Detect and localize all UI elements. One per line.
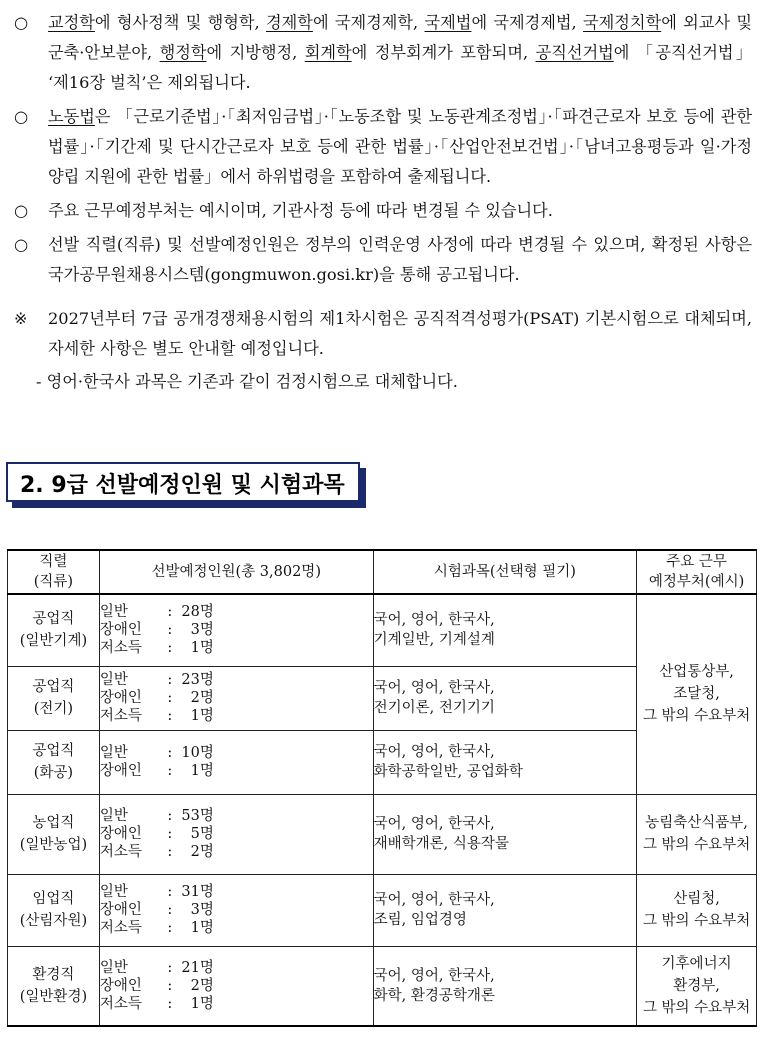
count-line	[100, 762, 373, 780]
count-label: 일반	[99, 959, 128, 976]
note-item	[14, 102, 752, 192]
job-cell: 공업직 (전기)	[8, 666, 100, 730]
count-value: 1명	[190, 920, 214, 936]
dept-cell: 산업통상부, 조달청, 그 밖의 수요부처	[637, 594, 757, 794]
dept-cell: 기후에너지 환경부, 그 밖의 수요부처	[637, 946, 757, 1026]
subjects-cell: 국어, 영어, 한국사, 화학공학일반, 공업화학	[373, 730, 637, 794]
count-line	[100, 744, 373, 762]
subjects-cell: 국어, 영어, 한국사, 기계일반, 기계설계	[373, 594, 637, 666]
underlined-term: 행정학	[159, 43, 207, 62]
count-value: 1명	[190, 763, 214, 779]
table-header-row	[8, 550, 757, 594]
count-value: 1명	[190, 995, 214, 1012]
underlined-term: 국제정치학	[583, 13, 662, 32]
header-dept: 주요 근무 예정부처(예시)	[637, 550, 757, 594]
count-line	[100, 901, 373, 919]
section-heading-box	[6, 462, 360, 502]
table-body	[8, 594, 757, 1026]
count-label: 장애인	[99, 763, 142, 779]
count-line	[100, 977, 373, 995]
note-text: 에 국제경제법,	[471, 13, 584, 32]
count-colon: :	[167, 902, 173, 918]
count-label: 일반	[99, 604, 128, 621]
job-cell: 공업직 (화공)	[8, 730, 100, 794]
dept-cell: 산림청, 그 밖의 수요부처	[637, 874, 757, 946]
count-label: 저소득	[99, 708, 142, 724]
count-label: 저소득	[99, 844, 142, 860]
count-value: 3명	[190, 902, 214, 918]
note-text: 선발 직렬(직류) 및 선발예정인원은 정부의 인력운영 사정에 따라 변경될 수 있으며, 확정된 사항은 국가공무원채용시스템(gongmuwon.gosi.kr)을 통해 공고됩니다.	[48, 235, 752, 284]
note-text: 은 「근로기준법」·「최저임금법」·「노동조합 및 노동관계조정법」·「파견근로자 보호 등에 관한 법률」·「기간제 및 단시간근로자 보호 등에 관한 법률」·「산업안전보건법」·「남녀고용평등과 일·가정 양립 지원에 관한 법률」에서 하위법령을 포함하여 출제됩니다.	[48, 107, 752, 186]
underlined-term: 국제법	[424, 13, 472, 32]
count-colon: :	[167, 763, 173, 779]
note-item	[14, 8, 752, 98]
count-label: 저소득	[99, 995, 142, 1012]
note-text: 에 지방행정,	[206, 43, 305, 62]
count-colon: :	[167, 977, 173, 994]
count-colon: :	[167, 959, 173, 976]
count-line	[100, 621, 373, 639]
count-colon: :	[167, 884, 173, 900]
count-line	[100, 883, 373, 901]
count-value: 28명	[181, 604, 214, 621]
circle-bullet-icon: ○	[14, 201, 29, 220]
count-cell	[99, 730, 373, 794]
reference-note-text: 2027년부터 7급 공개경쟁채용시험의 제1차시험은 공직적격성평가(PSAT) 기본시험으로 대체되며, 자세한 사항은 별도 안내할 예정입니다.	[48, 309, 752, 358]
reference-note	[14, 304, 752, 364]
count-value: 2명	[190, 844, 214, 860]
count-label: 장애인	[99, 977, 142, 994]
header-count: 선발예정인원(총 3,802명)	[99, 550, 373, 594]
count-line	[100, 707, 373, 725]
count-line	[100, 639, 373, 657]
notes-list	[14, 8, 752, 290]
count-value: 2명	[190, 977, 214, 994]
section-title: 2. 9급 선발예정인원 및 시험과목	[20, 473, 345, 498]
table-row	[8, 874, 757, 946]
count-cell	[99, 794, 373, 874]
count-cell	[99, 874, 373, 946]
underlined-term: 경제학	[266, 13, 313, 32]
count-value: 31명	[181, 884, 214, 900]
header-subjects: 시험과목(선택형 필기)	[373, 550, 637, 594]
count-line	[100, 689, 373, 707]
underlined-term: 공직선거법	[535, 43, 614, 62]
dept-cell: 농림축산식품부, 그 밖의 수요부처	[637, 794, 757, 874]
note-text: 주요 근무예정부처는 예시이며, 기관사정 등에 따라 변경될 수 있습니다.	[48, 201, 553, 220]
count-label: 저소득	[99, 920, 142, 936]
count-line	[100, 825, 373, 843]
note-item	[14, 230, 752, 290]
count-colon: :	[167, 690, 173, 706]
count-line	[100, 959, 373, 977]
count-colon: :	[167, 808, 173, 824]
job-cell: 공업직 (일반기계)	[8, 594, 100, 666]
reference-mark: ※	[14, 309, 28, 328]
subjects-cell: 국어, 영어, 한국사, 화학, 환경공학개론	[373, 946, 637, 1026]
count-value: 1명	[190, 708, 214, 724]
subjects-cell: 국어, 영어, 한국사, 조림, 임업경영	[373, 874, 637, 946]
circle-bullet-icon: ○	[14, 13, 29, 32]
subjects-cell: 국어, 영어, 한국사, 전기이론, 전기기기	[373, 666, 637, 730]
count-line	[100, 807, 373, 825]
count-value: 1명	[190, 640, 214, 657]
table-row	[8, 946, 757, 1026]
count-colon: :	[167, 920, 173, 936]
count-label: 장애인	[99, 622, 142, 639]
note-text: 에 형사정책 및 행형학,	[94, 13, 267, 32]
count-value: 2명	[190, 690, 214, 706]
note-text: 에 국제경제학,	[312, 13, 425, 32]
header-job: 직렬 (직류)	[8, 550, 100, 594]
count-cell	[99, 666, 373, 730]
count-label: 일반	[99, 745, 128, 761]
underlined-term: 노동법	[48, 107, 95, 126]
count-value: 3명	[190, 622, 214, 639]
count-colon: :	[167, 622, 173, 639]
count-colon: :	[167, 672, 173, 688]
table-row	[8, 594, 757, 666]
count-cell	[99, 594, 373, 666]
notes-section	[14, 8, 752, 396]
subjects-cell: 국어, 영어, 한국사, 재배학개론, 식용작물	[373, 794, 637, 874]
job-cell: 환경직 (일반환경)	[8, 946, 100, 1026]
count-colon: :	[167, 745, 173, 761]
count-value: 5명	[190, 826, 214, 842]
reference-subnote: - 영어·한국사 과목은 기존과 같이 검정시험으로 대체합니다.	[36, 372, 458, 391]
count-value: 21명	[181, 959, 214, 976]
count-label: 장애인	[99, 690, 142, 706]
count-label: 일반	[99, 884, 128, 900]
count-line	[100, 919, 373, 937]
note-item	[14, 196, 752, 226]
count-colon: :	[167, 844, 173, 860]
count-value: 10명	[181, 745, 214, 761]
count-colon: :	[167, 640, 173, 657]
note-text: 에 「공직선거법」 ‘제16장 벌칙’은 제외됩니다.	[48, 43, 753, 92]
count-colon: :	[167, 708, 173, 724]
job-cell: 임업직 (산림자원)	[8, 874, 100, 946]
count-line	[100, 671, 373, 689]
underlined-term: 회계학	[304, 43, 352, 62]
count-line	[100, 995, 373, 1013]
count-label: 장애인	[99, 902, 142, 918]
circle-bullet-icon: ○	[14, 107, 29, 126]
count-line	[100, 603, 373, 621]
underlined-term: 교정학	[48, 13, 95, 32]
table-row	[8, 794, 757, 874]
recruitment-table	[7, 549, 757, 1027]
count-label: 저소득	[99, 640, 142, 657]
note-text: 에 외교사 및 군축·안보분야,	[48, 13, 752, 62]
note-text: 에 정부회계가 포함되며,	[351, 43, 536, 62]
count-colon: :	[167, 826, 173, 842]
count-label: 장애인	[99, 826, 142, 842]
count-value: 53명	[181, 808, 214, 824]
circle-bullet-icon: ○	[14, 235, 29, 254]
count-value: 23명	[181, 672, 214, 688]
count-line	[100, 843, 373, 861]
count-colon: :	[167, 995, 173, 1012]
job-cell: 농업직 (일반농업)	[8, 794, 100, 874]
count-cell	[99, 946, 373, 1026]
count-label: 일반	[99, 808, 128, 824]
count-colon: :	[167, 604, 173, 621]
count-label: 일반	[99, 672, 128, 688]
